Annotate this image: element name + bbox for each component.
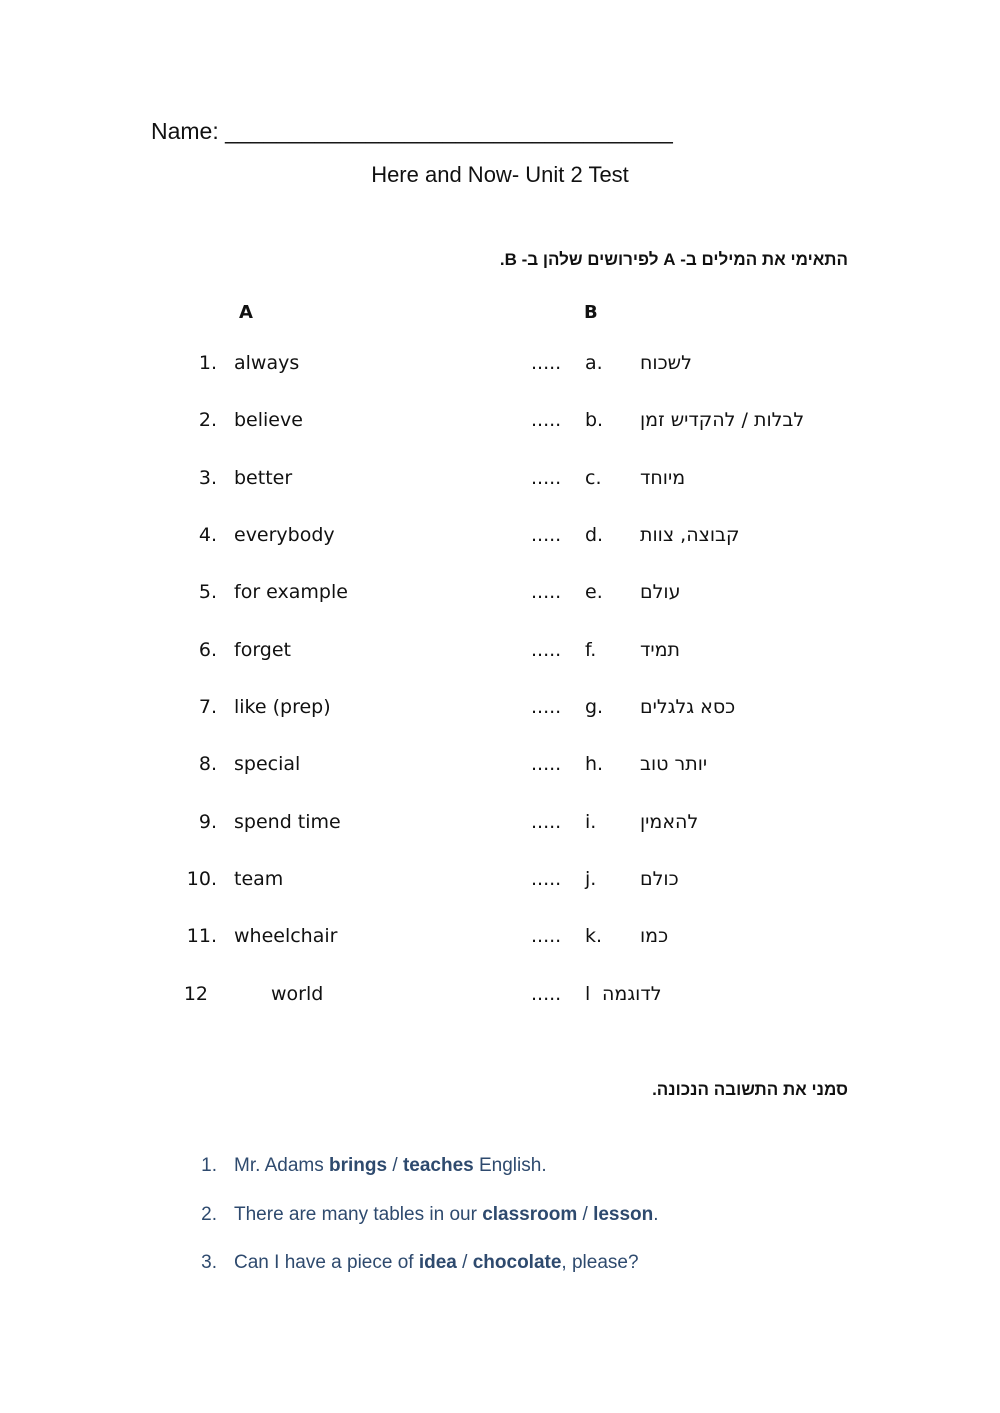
matching-row [0,868,1000,898]
item-number: 4. [198,524,217,546]
definition-letter: e. [585,581,603,603]
question-text [234,1252,639,1274]
item-number: 5. [198,581,217,603]
option-1[interactable]: brings [329,1155,388,1176]
definition-hebrew: תמיד [640,639,681,661]
matching-row [0,581,1000,611]
item-word: wheelchair [234,925,338,947]
name-field[interactable] [151,118,673,145]
matching-row [0,467,1000,497]
definition-hebrew: כולם [640,868,679,890]
option-1[interactable]: idea [418,1252,457,1273]
definition-hebrew: כמו [640,925,669,947]
item-word: everybody [234,524,335,546]
item-word: team [234,868,284,890]
answer-blank[interactable]: ..... [531,753,562,775]
answer-blank[interactable]: ..... [531,352,562,374]
question-post: . [653,1204,659,1225]
item-number: 1. [198,352,217,374]
definition-hebrew: להאמין [640,811,699,833]
definition-letter: d. [585,524,604,546]
definition-hebrew: מיוחד [640,467,686,489]
item-word: forget [234,639,291,661]
option-2[interactable]: chocolate [472,1252,562,1273]
question-pre: Can I have a piece of [234,1252,419,1273]
matching-row [0,696,1000,726]
definition-letter: g. [585,696,604,718]
definition-letter: f. [585,639,597,661]
answer-blank[interactable]: ..... [531,581,562,603]
item-word: special [234,753,301,775]
question-text [234,1204,659,1226]
answer-blank[interactable]: ..... [531,524,562,546]
answer-blank[interactable]: ..... [531,639,562,661]
question-post: English. [473,1155,547,1176]
question-post: , please? [561,1252,639,1273]
matching-row [0,983,1000,1013]
matching-instruction: התאימי את המילים ב- A לפירושים שלהן ב- B. [499,250,848,269]
question-pre: There are many tables in our [234,1204,483,1225]
option-2[interactable]: teaches [402,1155,474,1176]
answer-blank[interactable]: ..... [531,983,562,1005]
definition-letter: i. [585,811,597,833]
answer-blank[interactable]: ..... [531,925,562,947]
name-blank-line[interactable]: ___________________________________ [225,118,673,144]
item-number: 12 [183,983,208,1005]
matching-row [0,753,1000,783]
item-number: 10. [186,868,217,890]
option-1[interactable]: classroom [482,1204,578,1225]
name-label: Name: [151,118,226,144]
column-a-header: A [239,302,253,323]
answer-blank[interactable]: ..... [531,696,562,718]
item-word: world [271,983,324,1005]
item-number: 8. [198,753,217,775]
matching-row [0,811,1000,841]
definition-letter: h. [585,753,604,775]
item-number: 2. [198,409,217,431]
definition-hebrew: לבלות / להקדיש זמן [640,409,805,431]
option-separator: / [387,1155,403,1176]
item-word: for example [234,581,348,603]
question-number: 2. [201,1204,217,1225]
answer-blank[interactable]: ..... [531,868,562,890]
definition-letter: b. [585,409,604,431]
matching-row [0,925,1000,955]
definition-letter: l [585,983,591,1005]
question-pre: Mr. Adams [234,1155,330,1176]
definition-letter: a. [585,352,603,374]
definition-letter: c. [585,467,602,489]
item-number: 7. [198,696,217,718]
item-number: 11. [186,925,217,947]
question-number: 3. [201,1252,217,1273]
item-word: believe [234,409,303,431]
definition-letter: j. [585,868,597,890]
matching-row [0,409,1000,439]
column-b-header: B [584,302,598,323]
answer-blank[interactable]: ..... [531,467,562,489]
item-word: better [234,467,293,489]
definition-hebrew: עולם [640,581,681,603]
option-2[interactable]: lesson [593,1204,654,1225]
definition-hebrew: קבוצה, צוות [640,524,740,546]
item-number: 9. [198,811,217,833]
definition-hebrew: כסא גלגלים [640,696,736,718]
definition-hebrew: יותר טוב [640,753,708,775]
matching-row [0,639,1000,669]
option-separator: / [456,1252,473,1273]
choice-instruction: סמני את התשובה הנכונה. [652,1080,848,1099]
matching-row [0,352,1000,382]
item-word: always [234,352,300,374]
item-word: spend time [234,811,341,833]
definition-letter: k. [585,925,603,947]
matching-row [0,524,1000,554]
definition-hebrew: לשכוח [640,352,692,374]
option-separator: / [577,1204,594,1225]
question-text [234,1155,547,1177]
definition-hebrew: לדוגמה [602,983,662,1005]
page-title: Here and Now- Unit 2 Test [371,162,629,187]
answer-blank[interactable]: ..... [531,811,562,833]
item-number: 6. [198,639,217,661]
answer-blank[interactable]: ..... [531,409,562,431]
question-number: 1. [201,1155,217,1176]
item-word: like (prep) [234,696,331,718]
item-number: 3. [198,467,217,489]
